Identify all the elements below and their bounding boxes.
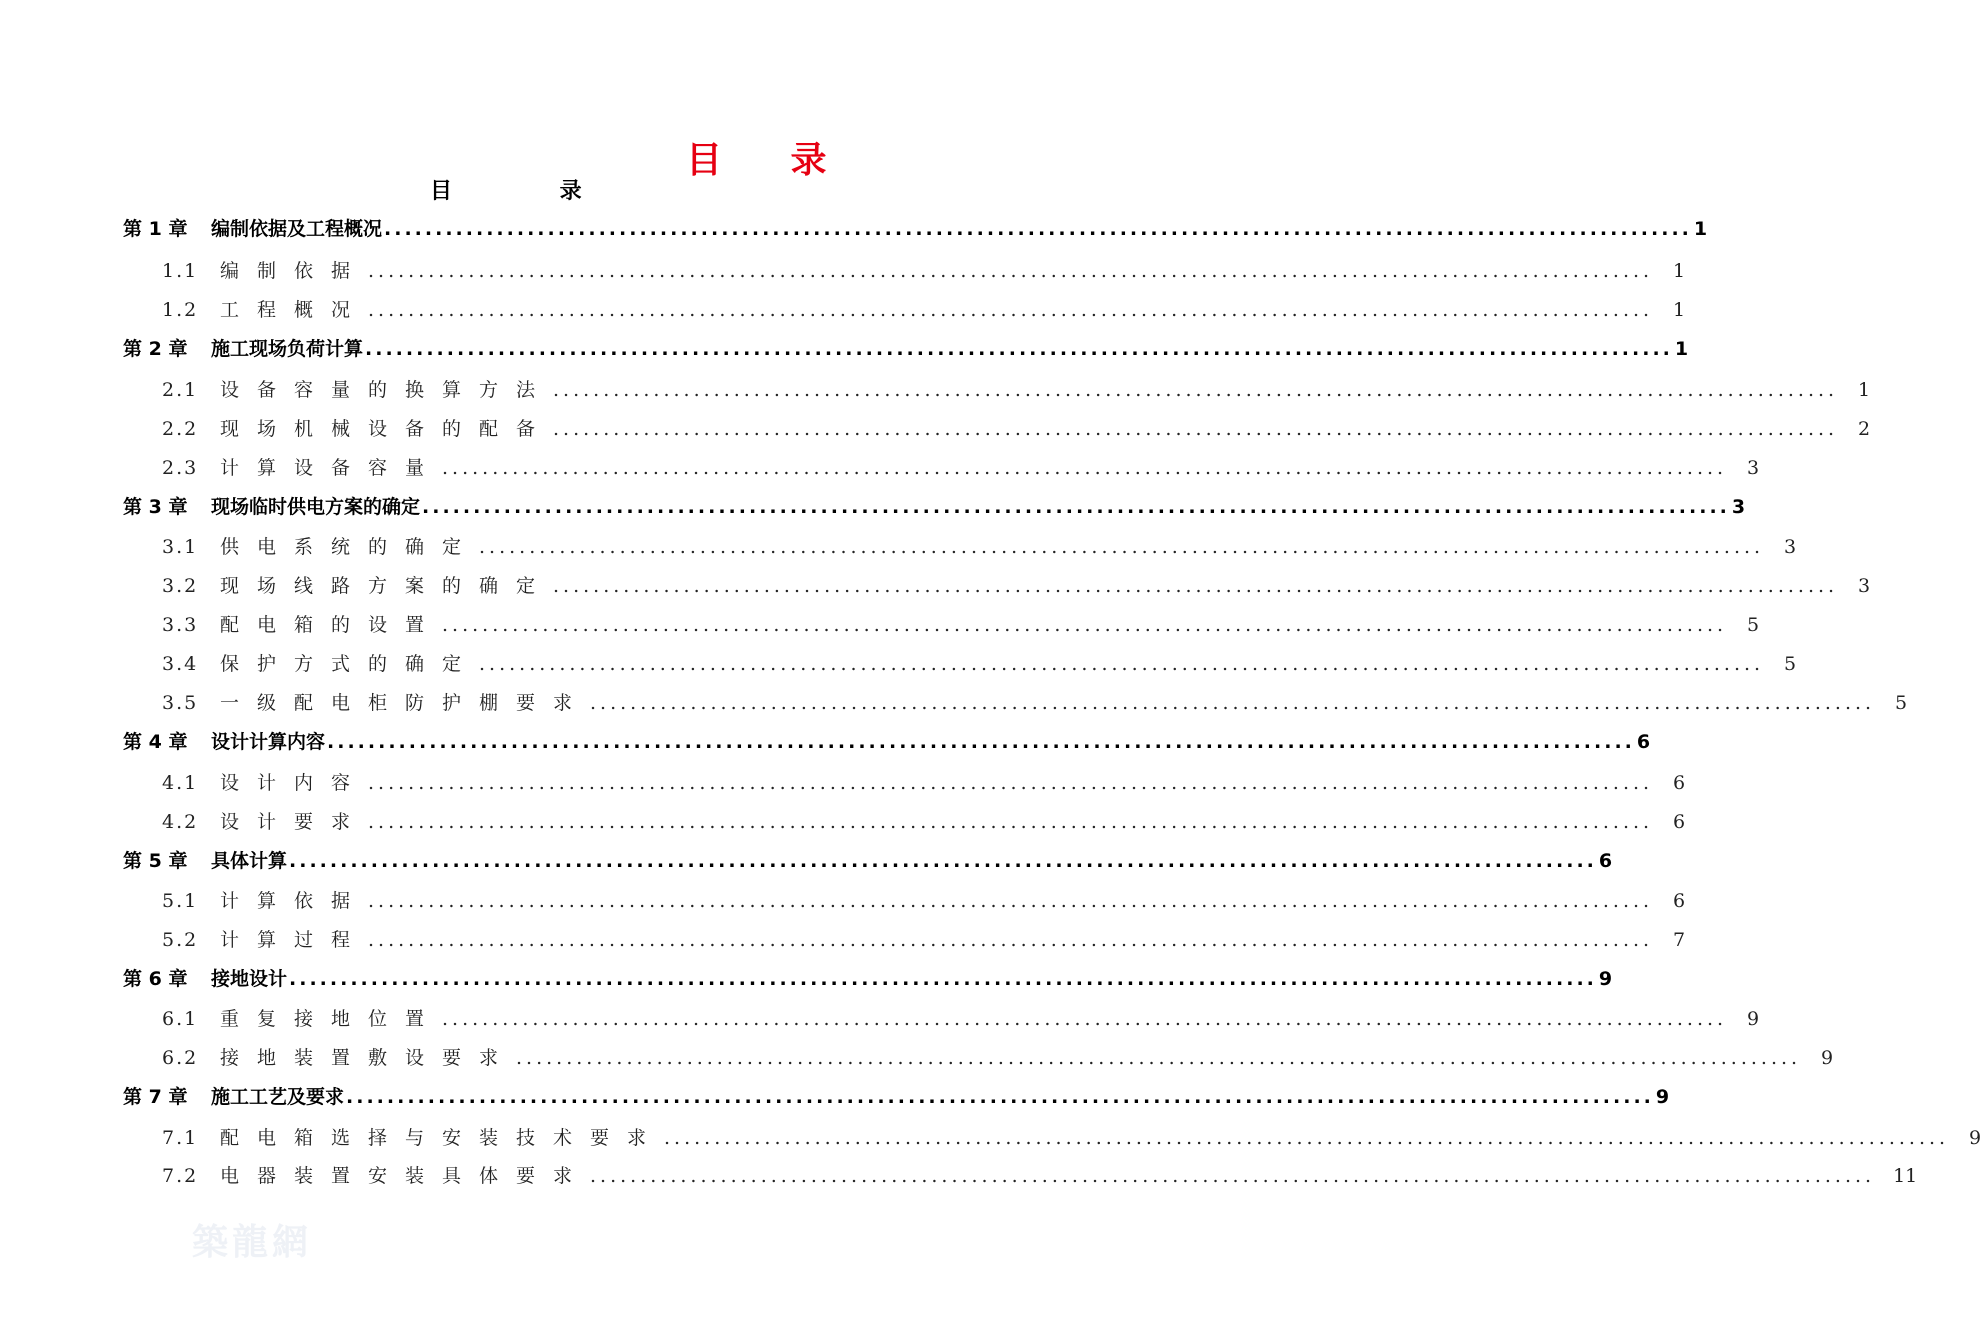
toc-section-row[interactable] bbox=[162, 807, 1686, 833]
toc-page-number: 1 bbox=[1672, 260, 1686, 282]
toc-section-row[interactable] bbox=[162, 886, 1686, 912]
toc-dot-leader: ................................................................................................................................ bbox=[368, 890, 1654, 912]
toc-entry-number: 3.2 bbox=[162, 575, 199, 597]
toc-section-row[interactable] bbox=[162, 925, 1686, 951]
toc-page-number: 6 bbox=[1672, 890, 1686, 912]
toc-entry-number: 第 4 章 bbox=[123, 731, 188, 753]
toc-entry-number: 6.1 bbox=[162, 1008, 199, 1030]
toc-chapter-row[interactable] bbox=[123, 1082, 1670, 1108]
toc-entry-number: 3.3 bbox=[162, 614, 199, 636]
toc-entry-number: 第 7 章 bbox=[123, 1086, 188, 1108]
toc-entry-number: 3.1 bbox=[162, 536, 199, 558]
toc-section-row[interactable] bbox=[162, 610, 1760, 636]
toc-section-row[interactable] bbox=[162, 295, 1686, 321]
toc-entry-number: 2.2 bbox=[162, 418, 199, 440]
toc-dot-leader: ................................................................................................................................ bbox=[289, 850, 1597, 872]
toc-entry-title: 具体计算 bbox=[211, 850, 288, 872]
toc-page-number: 1 bbox=[1693, 218, 1708, 240]
toc-entry-title: 计算设备容量 bbox=[220, 457, 443, 479]
toc-page-number: 9 bbox=[1598, 968, 1613, 990]
toc-entry-title: 计算依据 bbox=[220, 890, 369, 912]
toc-entry-number: 第 6 章 bbox=[123, 968, 188, 990]
toc-page-number: 11 bbox=[1893, 1165, 1918, 1187]
toc-section-row[interactable] bbox=[162, 375, 1871, 401]
toc-entry-title: 接地装置敷设要求 bbox=[220, 1047, 517, 1069]
toc-entry-title: 施工现场负荷计算 bbox=[211, 338, 364, 360]
toc-dot-leader: ................................................................................................................................ bbox=[553, 379, 1839, 401]
toc-section-row[interactable] bbox=[162, 453, 1760, 479]
toc-dot-leader: ................................................................................................................................ bbox=[516, 1047, 1802, 1069]
toc-entry-number: 第 3 章 bbox=[123, 496, 188, 518]
toc-page-number: 1 bbox=[1672, 299, 1686, 321]
toc-entry-title: 保护方式的确定 bbox=[220, 653, 480, 675]
toc-chapter-row[interactable] bbox=[123, 846, 1613, 872]
toc-dot-leader: ................................................................................................................................ bbox=[368, 260, 1654, 282]
toc-entry-number: 7.1 bbox=[162, 1127, 199, 1149]
toc-section-row[interactable] bbox=[162, 1161, 1918, 1187]
toc-dot-leader: ................................................................................................................................ bbox=[368, 299, 1654, 321]
toc-dot-leader: ................................................................................................................................ bbox=[442, 1008, 1728, 1030]
toc-entry-title: 计算过程 bbox=[220, 929, 369, 951]
toc-entry-title: 现场机械设备的配备 bbox=[220, 418, 554, 440]
toc-page-number: 9 bbox=[1968, 1127, 1981, 1149]
toc-dot-leader: ................................................................................................................................ bbox=[442, 614, 1728, 636]
toc-chapter-row[interactable] bbox=[123, 492, 1746, 518]
toc-page-number: 6 bbox=[1672, 811, 1686, 833]
toc-dot-leader: ................................................................................................................................ bbox=[590, 1165, 1876, 1187]
toc-dot-leader: ................................................................................................................................ bbox=[442, 457, 1728, 479]
toc-page-number: 9 bbox=[1746, 1008, 1760, 1030]
toc-section-row[interactable] bbox=[162, 571, 1871, 597]
toc-entry-title: 接地设计 bbox=[211, 968, 288, 990]
toc-dot-leader: ................................................................................................................................ bbox=[368, 772, 1654, 794]
toc-page-number: 3 bbox=[1731, 496, 1746, 518]
toc-section-row[interactable] bbox=[162, 768, 1686, 794]
toc-entry-number: 第 5 章 bbox=[123, 850, 188, 872]
toc-entry-title: 电器装置安装具体要求 bbox=[220, 1165, 591, 1187]
toc-section-row[interactable] bbox=[162, 1004, 1760, 1030]
toc-page-number: 6 bbox=[1598, 850, 1613, 872]
toc-dot-leader: ................................................................................................................................ bbox=[479, 653, 1765, 675]
toc-entry-number: 3.4 bbox=[162, 653, 199, 675]
toc-dot-leader: ................................................................................................................................ bbox=[590, 692, 1876, 714]
toc-dot-leader: ................................................................................................................................ bbox=[346, 1086, 1654, 1108]
toc-entry-title: 配电箱的设置 bbox=[220, 614, 443, 636]
toc-page-number: 5 bbox=[1783, 653, 1797, 675]
toc-section-row[interactable] bbox=[162, 532, 1797, 558]
toc-chapter-row[interactable] bbox=[123, 964, 1613, 990]
toc-page-number: 3 bbox=[1783, 536, 1797, 558]
toc-entry-number: 2.1 bbox=[162, 379, 199, 401]
toc-page-number: 9 bbox=[1820, 1047, 1834, 1069]
toc-entry-number: 7.2 bbox=[162, 1165, 199, 1187]
toc-page-number: 7 bbox=[1672, 929, 1686, 951]
toc-entry-title: 现场临时供电方案的确定 bbox=[211, 496, 421, 518]
toc-page-number: 3 bbox=[1857, 575, 1871, 597]
toc-page-number: 3 bbox=[1746, 457, 1760, 479]
toc-page-number: 6 bbox=[1672, 772, 1686, 794]
page-heading-red: 目 录 bbox=[686, 140, 855, 181]
watermark: 築龍網 bbox=[192, 1221, 313, 1263]
toc-entry-number: 4.2 bbox=[162, 811, 199, 833]
toc-entry-number: 5.2 bbox=[162, 929, 199, 951]
toc-entry-title: 设计计算内容 bbox=[211, 731, 326, 753]
toc-entry-number: 1.1 bbox=[162, 260, 199, 282]
toc-entry-title: 一级配电柜防护棚要求 bbox=[220, 692, 591, 714]
toc-page-number: 1 bbox=[1674, 338, 1689, 360]
toc-section-row[interactable] bbox=[162, 1043, 1834, 1069]
toc-dot-leader: ................................................................................................................................ bbox=[327, 731, 1635, 753]
toc-section-row[interactable] bbox=[162, 414, 1871, 440]
toc-entry-title: 设计要求 bbox=[220, 811, 369, 833]
toc-entry-number: 4.1 bbox=[162, 772, 199, 794]
toc-chapter-row[interactable] bbox=[123, 727, 1651, 753]
toc-dot-leader: ................................................................................................................................ bbox=[479, 536, 1765, 558]
toc-dot-leader: ................................................................................................................................ bbox=[368, 929, 1654, 951]
toc-entry-title: 现场线路方案的确定 bbox=[220, 575, 554, 597]
toc-entry-title: 编制依据 bbox=[220, 260, 369, 282]
toc-dot-leader: ................................................................................................................................ bbox=[553, 575, 1839, 597]
toc-chapter-row[interactable] bbox=[123, 334, 1689, 360]
toc-entry-title: 施工工艺及要求 bbox=[211, 1086, 345, 1108]
toc-dot-leader: ................................................................................................................................ bbox=[289, 968, 1597, 990]
toc-page-number: 5 bbox=[1894, 692, 1908, 714]
toc-entry-number: 2.3 bbox=[162, 457, 199, 479]
toc-chapter-row[interactable] bbox=[123, 214, 1708, 240]
toc-section-row[interactable] bbox=[162, 256, 1686, 282]
toc-entry-title: 编制依据及工程概况 bbox=[211, 218, 383, 240]
toc-entry-number: 第 1 章 bbox=[123, 218, 188, 240]
toc-entry-number: 5.1 bbox=[162, 890, 199, 912]
toc-entry-title: 设计内容 bbox=[220, 772, 369, 794]
toc-title: 目 录 bbox=[430, 179, 632, 204]
toc-page-number: 1 bbox=[1857, 379, 1871, 401]
toc-dot-leader: ................................................................................................................................ bbox=[384, 218, 1692, 240]
toc-entry-number: 1.2 bbox=[162, 299, 199, 321]
toc-dot-leader: ................................................................................................................................ bbox=[368, 811, 1654, 833]
toc-section-row[interactable] bbox=[162, 1123, 1981, 1149]
toc-dot-leader: ................................................................................................................................ bbox=[422, 496, 1730, 518]
toc-entry-number: 3.5 bbox=[162, 692, 199, 714]
toc-entry-number: 6.2 bbox=[162, 1047, 199, 1069]
toc-page-number: 6 bbox=[1636, 731, 1651, 753]
toc-section-row[interactable] bbox=[162, 649, 1797, 675]
toc-page-number: 2 bbox=[1857, 418, 1871, 440]
toc-dot-leader: ................................................................................................................................ bbox=[553, 418, 1839, 440]
toc-entry-title: 供电系统的确定 bbox=[220, 536, 480, 558]
toc-dot-leader: ................................................................................................................................ bbox=[365, 338, 1673, 360]
toc-entry-title: 设备容量的换算方法 bbox=[220, 379, 554, 401]
toc-dot-leader: ................................................................................................................................ bbox=[664, 1127, 1950, 1149]
toc-page-number: 5 bbox=[1746, 614, 1760, 636]
toc-entry-title: 重复接地位置 bbox=[220, 1008, 443, 1030]
toc-section-row[interactable] bbox=[162, 688, 1908, 714]
toc-entry-number: 第 2 章 bbox=[123, 338, 188, 360]
toc-entry-title: 工程概况 bbox=[220, 299, 369, 321]
toc-entry-title: 配电箱选择与安装技术要求 bbox=[220, 1127, 665, 1149]
toc-page-number: 9 bbox=[1655, 1086, 1670, 1108]
